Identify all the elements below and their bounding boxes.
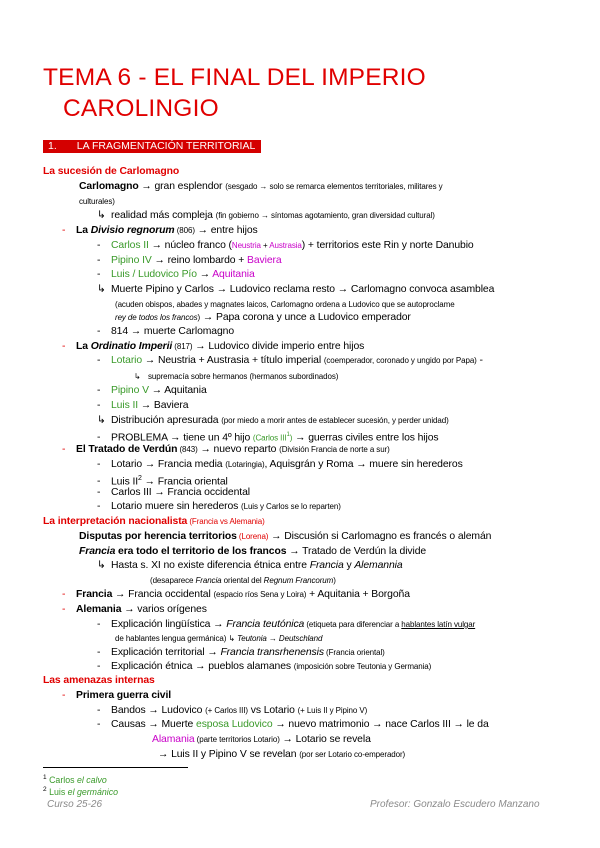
footer-professor: Profesor: Gonzalo Escudero Manzano: [370, 799, 540, 810]
list-item: ↳ Hasta s. XI no existe diferencia étnica entre Francia y Alemannia: [97, 560, 403, 571]
list-item: ↳ Muerte Pipino y Carlos → Ludovico reclama resto → Carlomagno convoca asamblea: [97, 284, 495, 295]
list-item-cont: → Luis II y Pipino V se revelan (por ser Lotario co-emperador): [158, 749, 406, 760]
list-item: - Carlos II → núcleo franco (Neustria + Austrasia) + territorios este Rin y norte Danubio: [97, 240, 474, 251]
list-item-cont: de hablantes lengua germánica) ↳ Teutonia → Deutschland: [115, 634, 323, 643]
list-item: - Explicación étnica → pueblos alamanes (imposición sobre Teutonia y Germania): [97, 661, 432, 672]
list-item: - Carlos III → Francia occidental: [97, 487, 250, 498]
list-item: - La Ordinatio Imperii (817) → Ludovico divide imperio entre hijos: [62, 341, 365, 352]
list-item: - PROBLEMA → tiene un 4º hijo (Carlos $III^1$) → guerras civiles entre los hijos: [97, 432, 439, 444]
list-item: - Alemania → varios orígenes: [62, 604, 207, 615]
section-heading: 1. LA FRAGMENTACIÓN TERRITORIAL: [43, 140, 261, 153]
list-item-cont: (desaparece Francia oriental del Regnum Francorum): [150, 576, 336, 585]
list-item: ↳ Distribución apresurada (por miedo a morir antes de establecer sucesión, y perder unidad): [97, 415, 449, 426]
list-item-cont: culturales): [79, 197, 115, 206]
footnote-2: $^2$ Luis el germánico: [43, 786, 119, 797]
subheading-sucesion: La sucesión de Carlomagno: [43, 166, 180, 177]
subheading-interpretacion: La interpretación nacionalista (Francia vs Alemania): [43, 516, 265, 527]
list-item: - Causas → Muerte esposa Ludovico → nuevo matrimonio → nace Carlos III → le da: [97, 719, 489, 730]
list-item: - El Tratado de Verdún (843) → nuevo reparto (División Francia de norte a sur): [62, 444, 390, 455]
list-item: - Francia → Francia occidental (espacio ríos Sena y Loira) + Aquitania + Borgoña: [62, 589, 410, 600]
footer-course: Curso 25-26: [47, 799, 103, 810]
list-item: - 814 → muerte Carlomagno: [97, 326, 235, 337]
list-item: - Pipino V → Aquitania: [97, 385, 207, 396]
list-item-cont: (acuden obispos, abades y magnates laicos, Carlomagno ordena a Ludovico que se autoproclame: [115, 300, 455, 309]
list-item: Francia era todo el territorio de los francos → Tratado de Verdún la divide: [79, 546, 427, 557]
list-item-cont: Alamania (parte territorios Lotario) → Lotario se revela: [152, 734, 371, 745]
list-item: - Lotario muere sin herederos (Luis y Carlos se lo reparten): [97, 501, 341, 512]
list-item: - Primera guerra civil: [62, 690, 172, 701]
subheading-amenazas: Las amenazas internas: [43, 675, 155, 686]
footnote-1: $^1$ Carlos el calvo: [43, 774, 107, 785]
list-item: Carlomagno → gran esplendor (sesgado → solo se remarca elementos territoriales, militares y: [79, 181, 443, 192]
list-item: - Luis II → Baviera: [97, 400, 189, 411]
footnote-divider: [43, 767, 188, 768]
list-item: - Lotario → Francia media (Lotaringia), Aquisgrán y Roma → muere sin herederos: [97, 459, 463, 470]
list-item: - La Divisio regnorum (806) → entre hijos: [62, 225, 258, 236]
list-item: - Pipino IV → reino lombardo + Baviera: [97, 255, 282, 266]
page-title: TEMA 6 - EL FINAL DEL IMPERIO CAROLINGIO: [43, 64, 426, 122]
list-item: - Lotario → Neustria + Austrasia + título imperial (coemperador, coronado y ungido por Papa) -: [97, 355, 483, 366]
list-item: ↳ realidad más compleja (fin gobierno → síntomas agotamiento, gran diversidad cultural): [97, 210, 435, 221]
list-item-cont: ↳ supremacía sobre hermanos (hermanos subordinados): [134, 372, 339, 381]
list-item: - Explicación territorial → Francia transrhenensis (Francia oriental): [97, 647, 385, 658]
list-item: - Explicación lingüística → Francia teutónica (etiqueta para diferenciar a hablantes latín vulgar: [97, 619, 476, 630]
list-item: - Luis $II^2$ → Francia oriental: [97, 475, 228, 488]
list-item: - Luis / Ludovico Pío → Aquitania: [97, 269, 255, 280]
list-item-cont: rey de todos los francos) → Papa corona y unce a Ludovico emperador: [115, 312, 411, 323]
list-item: - Bandos → Ludovico (+ Carlos III) vs Lotario (+ Luis II y Pipino V): [97, 705, 368, 716]
list-item: Disputas por herencia territorios (Lorena) → Discusión si Carlomagno es francés o alemán: [79, 531, 492, 542]
